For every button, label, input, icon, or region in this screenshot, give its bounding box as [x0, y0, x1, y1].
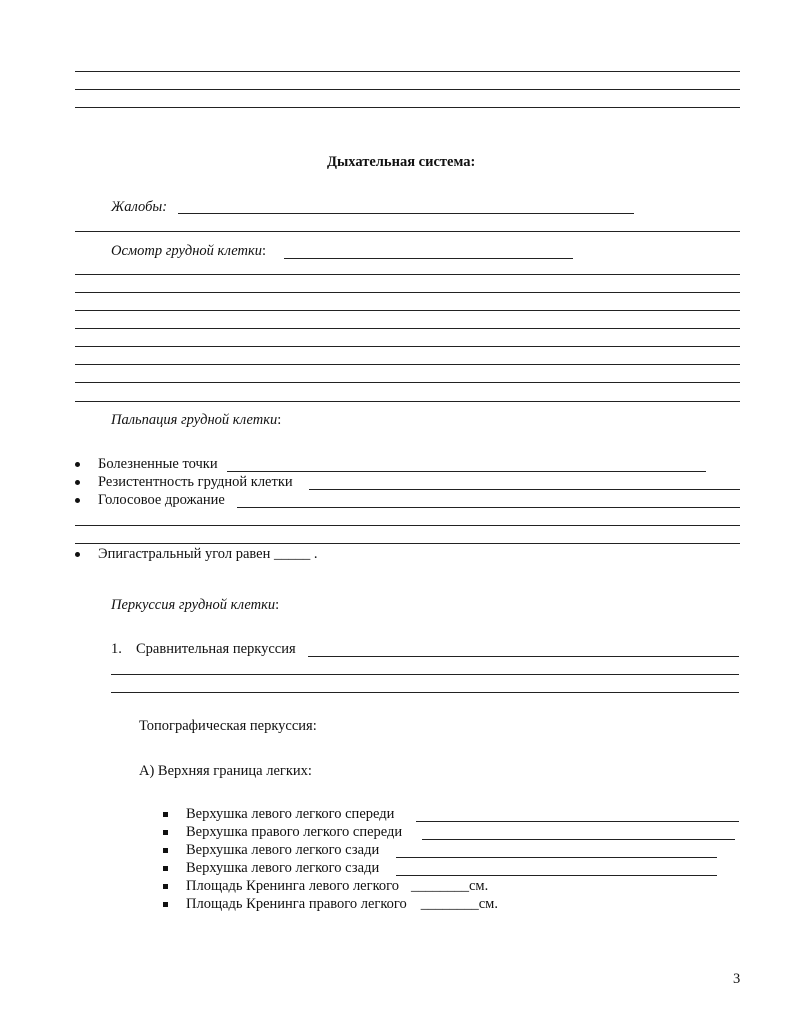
- comparative-blank[interactable]: [308, 656, 739, 657]
- bullet-icon: [75, 552, 80, 557]
- top-rule-2: [75, 89, 740, 90]
- square-bullet-icon: [163, 866, 168, 871]
- left-front-blank[interactable]: [416, 821, 739, 822]
- left-back-2-blank[interactable]: [396, 875, 717, 876]
- right-front-blank[interactable]: [422, 839, 735, 840]
- square-bullet-icon: [163, 848, 168, 853]
- palpation-label: Пальпация грудной клетки: [111, 412, 278, 428]
- upper-item-left-front: Верхушка левого легкого спереди: [186, 806, 395, 822]
- top-rule-3: [75, 107, 740, 108]
- inspection-rule-4[interactable]: [75, 328, 740, 329]
- bullet-icon: [75, 480, 80, 485]
- vocal-fremitus-blank[interactable]: [237, 507, 740, 508]
- square-bullet-icon: [163, 830, 168, 835]
- inspection-rule-8[interactable]: [75, 401, 740, 402]
- inspection-rule-6[interactable]: [75, 364, 740, 365]
- left-back-blank[interactable]: [396, 857, 717, 858]
- epigastric-angle: [98, 546, 318, 563]
- inspection-heading: [111, 243, 266, 260]
- kroenig-right-label: Площадь Кренинга правого легкого: [186, 896, 407, 912]
- comparative-rule-1[interactable]: [111, 674, 739, 675]
- palpation-rule-1[interactable]: [75, 525, 740, 526]
- epigastric-label: Эпигастральный угол равен: [98, 546, 271, 562]
- comparative-label: Сравнительная перкуссия: [136, 641, 296, 657]
- epigastric-blank[interactable]: _____: [274, 546, 311, 562]
- page-number: 3: [733, 971, 741, 987]
- palpation-colon: :: [277, 412, 282, 428]
- bullet-icon: [75, 498, 80, 503]
- palpation-heading: [111, 412, 281, 429]
- percussion-label: Перкуссия грудной клетки: [111, 597, 276, 613]
- inspection-rule-1[interactable]: [75, 274, 740, 275]
- complaints-blank[interactable]: [178, 213, 634, 214]
- kroenig-left: [186, 878, 488, 895]
- inspection-rule-2[interactable]: [75, 292, 740, 293]
- resistance-blank[interactable]: [309, 489, 740, 490]
- epigastric-end: .: [313, 546, 318, 562]
- upper-item-right-front: Верхушка правого легкого спереди: [186, 824, 403, 840]
- kroenig-left-blank[interactable]: ________: [410, 878, 469, 894]
- complaints-rule[interactable]: [75, 231, 740, 232]
- section-title: Дыхательная система:: [327, 154, 476, 170]
- square-bullet-icon: [163, 902, 168, 907]
- percussion-colon: :: [275, 597, 280, 613]
- inspection-blank[interactable]: [284, 258, 573, 259]
- kroenig-right-blank[interactable]: ________: [420, 896, 479, 912]
- inspection-rule-7[interactable]: [75, 382, 740, 383]
- kroenig-right-unit: см.: [478, 896, 498, 912]
- tender-points-blank[interactable]: [227, 471, 706, 472]
- inspection-rule-3[interactable]: [75, 310, 740, 311]
- comparative-rule-2[interactable]: [111, 692, 739, 693]
- kroenig-right: [186, 896, 498, 913]
- upper-border-label: А) Верхняя граница легких:: [139, 763, 312, 779]
- bullet-icon: [75, 462, 80, 467]
- comparative-number: 1.: [111, 641, 122, 657]
- upper-item-left-back: Верхушка левого легкого сзади: [186, 842, 380, 858]
- inspection-label: Осмотр грудной клетки: [111, 243, 263, 259]
- palpation-item-tender-points: Болезненные точки: [98, 456, 218, 472]
- square-bullet-icon: [163, 884, 168, 889]
- complaints-label: Жалобы:: [111, 199, 168, 215]
- inspection-rule-5[interactable]: [75, 346, 740, 347]
- percussion-heading: [111, 597, 279, 614]
- kroenig-left-unit: см.: [468, 878, 489, 894]
- upper-item-left-back-2: Верхушка левого легкого сзади: [186, 860, 380, 876]
- inspection-colon: :: [262, 243, 267, 259]
- palpation-item-vocal-fremitus: Голосовое дрожание: [98, 492, 225, 508]
- kroenig-left-label: Площадь Кренинга левого легкого: [186, 878, 399, 894]
- palpation-rule-2[interactable]: [75, 543, 740, 544]
- top-rule-1: [75, 71, 740, 72]
- topographic-label: Топографическая перкуссия:: [139, 718, 317, 734]
- square-bullet-icon: [163, 812, 168, 817]
- palpation-item-resistance: Резистентность грудной клетки: [98, 474, 293, 490]
